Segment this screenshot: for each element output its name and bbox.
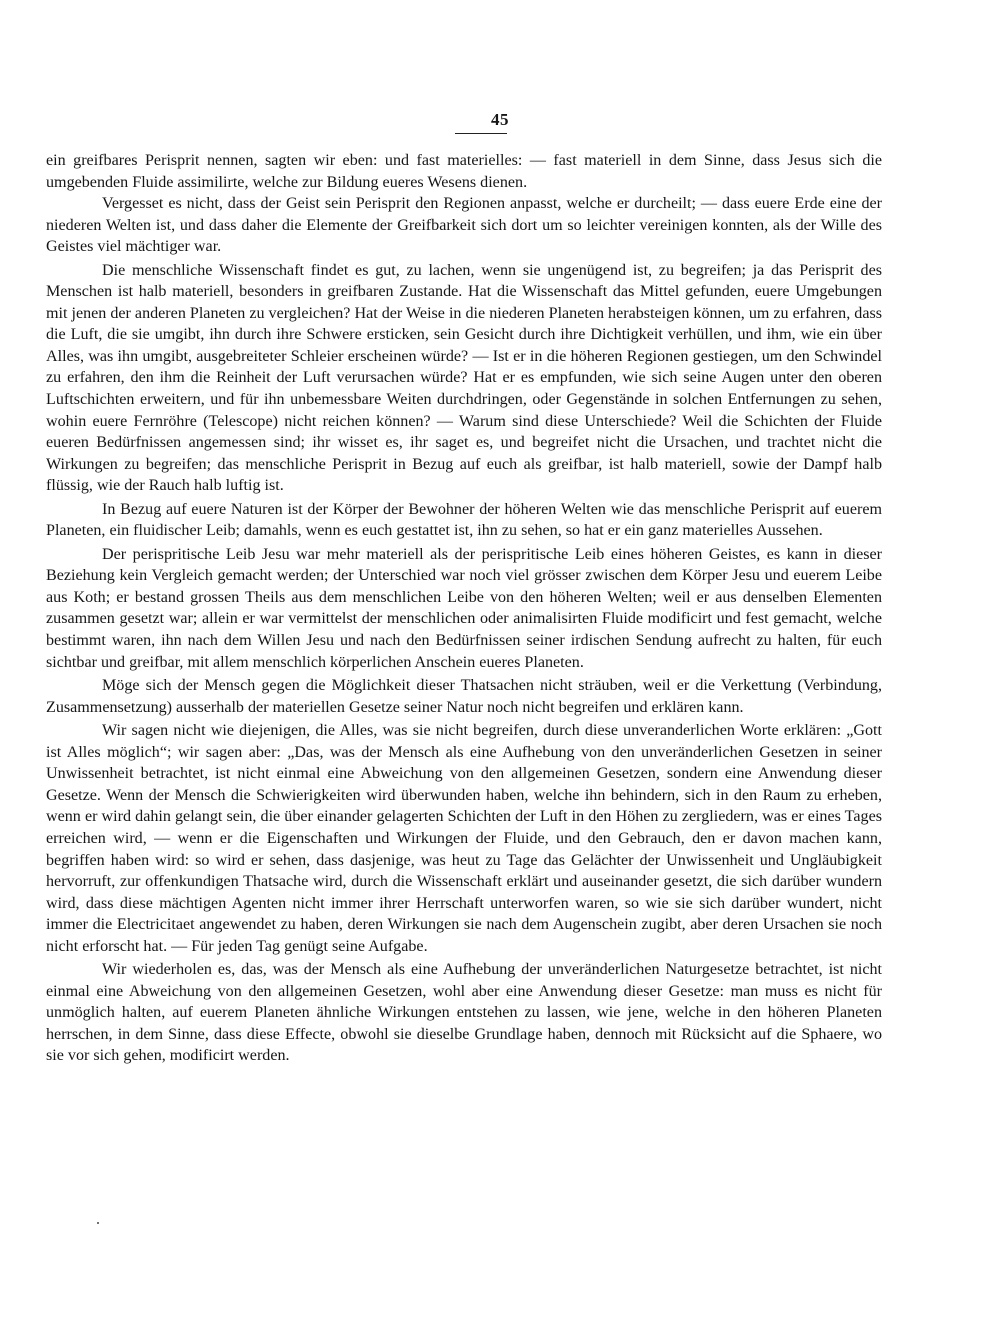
paragraph-6: Möge sich der Mensch gegen die Möglichkeit dieser Thatsachen nicht sträuben, weil er die Verkettung (Verbindung, Zusammensetzung) ausserhalb der materiellen Gesetze seiner Natur noch nicht begreifen und erklären kann. xyxy=(46,677,882,716)
paragraph-5: Der perispritische Leib Jesu war mehr materiell als der perispritische Leib eines höheren Geistes, es kann in dieser Beziehung kein Vergleich gemacht werden; der Unterschied war noch viel grösser zwischen dem Körper Jesu und euerem Leibe aus Koth; er bestand grossen Theils aus dem menschlichen Leibe von den höheren Welten; weil er aus denselben Elementen zusammen gesetzt war; allein er war vermittelst der menschlichen oder animalisirten Fluide modificirt und fest gemacht, welche bestimmt waren, ihn nach dem Willen Jesu und nach den Bedürfnissen seiner irdischen Sendung aufrecht zu halten, für euch sichtbar und greifbar, mit allem menschlich körperlichen Anschein eueres Planeten. xyxy=(46,545,882,671)
paragraph-3: Die menschliche Wissenschaft findet es gut, zu lachen, wenn sie ungenügend ist, zu begreifen; ja das Perisprit des Menschen ist halb materiell, besonders in greifbaren Zustande. Hat die Wissenschaft das Mittel gefunden, euere Umgebungen mit jenen der anderen Planeten zu vergleichen? Hat der Weise in die niederen Planeten herabsteigen können, um zu erfahren, dass die Luft, die sie umgibt, ihn durch ihre Schwere ersticken, sein Gesicht durch ihre Dichtigkeit verhüllen, und ihm, wie ein über Alles, was ihn umgibt, ausgebreiteter Schleier erscheinen würde? — Ist er in die höheren Regionen gestiegen, um den Schwindel zu erfahren, den ihm die Reinheit der Luft verursachen würde? Hat er es empfunden, wie sich seine Augen unter den oberen Luftschichten erweitern, und für ihn unbemessbare Weiten durchdringen, oder Gegenstände in solchen Entfernungen zu sehen, wohin euere Fernröhre (Telescope) nicht reichen können? — Warum sind diese Unterschiede? Weil die Schichten der Fluide eueren Bedürfnissen angemessen sind; ihr wisset es, ihr saget es, und begreifet nicht die Ursachen, und trachtet nicht die Wirkungen zu begreifen; das menschliche Perisprit in Bezug auf euch als greifbar, ist halb materiell, sowie der Dampf halb flüssig, wie der Rauch halb luftig ist. xyxy=(46,261,882,495)
paragraph-4: In Bezug auf euere Naturen ist der Körper der Bewohner der höheren Welten wie das menschliche Perisprit auf euerem Planeten, ein fluidischer Leib; damahls, wenn es euch gestattet ist, ihn zu sehen, so hat er ein ganz materielles Aussehen. xyxy=(46,500,882,540)
paragraph-7: Wir sagen nicht wie diejenigen, die Alles, was sie nicht begreifen, durch diese unveranderlichen Worte erklären: „Gott ist Alles möglich“; wir sagen aber: „Das, was der Mensch als eine Aufhebung von den unveränderlichen Gesetzen in seiner Unwissenheit betrachtet, ist nicht einmal eine Abweichung von den allgemeinen Gesetzen, sondern eine Anwendung dieser Gesetze. Wenn der Mensch die Schwierigkeiten wird überwunden haben, welche ihn behindern, sich in den Raum zu erheben, wenn er wird dahin gelangt sein, die über einander gelagerten Schichten der Luft in den Höhen zu zergliedern, was er eines Tages erreichen wird, — wenn er die Eigenschaften und Wirkungen der Fluide, und den Gebrauch, den er davon machen kann, begriffen haben wird: so wird er sehen, dass dasjenige, was heut zu Tage das Gelächter der Unwissenheit und Ungläubigkeit hervorruft, zur offenkundigen Thatsache wird, durch die Wissenschaft erklärt und auseinander gesetzt, die sich darüber wundern wird, dass diese mächtigen Agenten nicht immer ihrer Herrschaft unterworfen waren, so wie sie sich darüber wundert, nicht immer die Electricitaet angewendet zu haben, deren Wirkungen sie nach dem Augenschein zugibt, aber deren Ursachen sie noch nicht erforscht hat. — Für jeden Tag genügt seine Aufgabe. xyxy=(46,722,882,955)
paragraph-8: Wir wiederholen es, das, was der Mensch als eine Aufhebung der unveränderlichen Naturgesetze betrachtet, ist nicht einmal eine Abweichung von den allgemeinen Gesetzen, wohl aber eine Anwendung dieser Gesetze: man muss es nicht für unmöglich halten, auf euerem Planeten ähnliche Wirkungen entstehen zu lassen, wie jene, welche in den höheren Planeten herrschen, in dem Sinne, dass diese Effecte, obwohl sie dieselbe Grundlage haben, dennoch mit Rücksicht auf die Sphaere, wo sie vor sich gehen, modificirt werden. xyxy=(46,961,882,1065)
page-number-rule xyxy=(455,133,507,134)
paragraph-1: ein greifbares Perisprit nennen, sagten wir eben: und fast materielles: — fast materiell in dem Sinne, dass Jesus sich die umgebenden Fluide assimilirte, welche zur Bildung eueres Wesens dienen. xyxy=(46,152,882,191)
body-text xyxy=(46,150,882,1067)
page-number: 45 xyxy=(491,110,509,129)
paragraph-2: Vergesset es nicht, dass der Geist sein Perisprit den Regionen anpasst, welche er durcheilt; — dass euere Erde eine der niederen Welten ist, und dass daher die Elemente der Greifbarkeit sich dort um so leichter vereinigen konnten, als der Wille des Geistes viel mächtiger war. xyxy=(46,195,882,256)
print-speck xyxy=(97,1222,99,1224)
